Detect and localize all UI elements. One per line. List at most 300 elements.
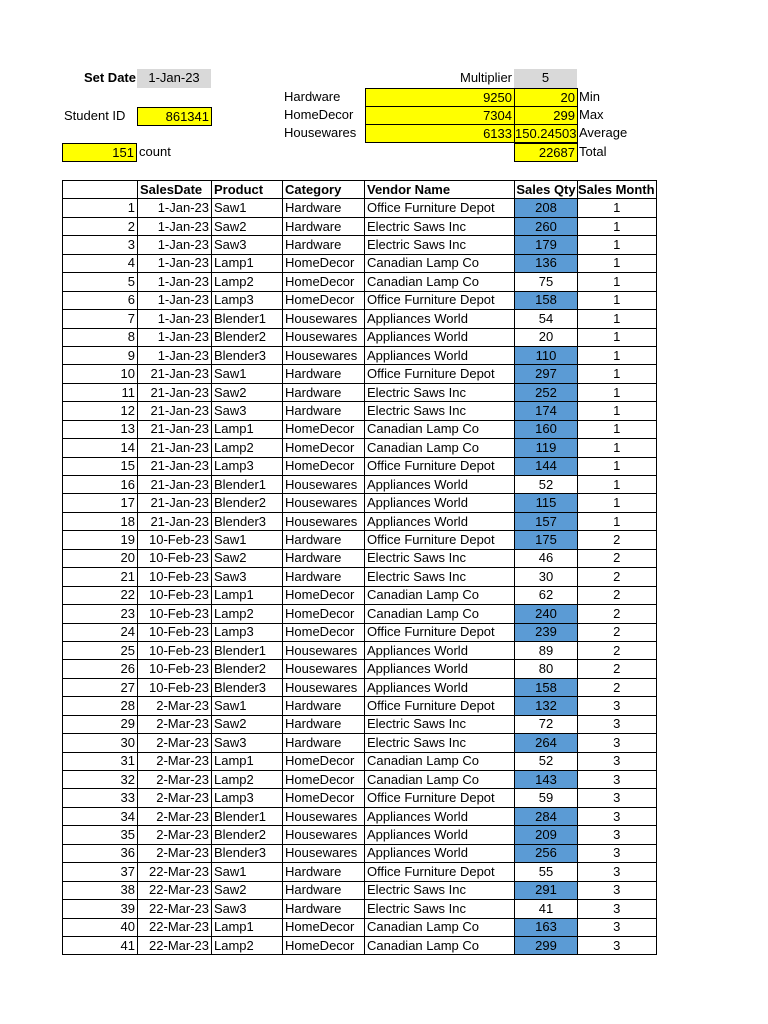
- cell-sales-month[interactable]: 1: [578, 236, 657, 254]
- cell-vendor-name[interactable]: Canadian Lamp Co: [365, 936, 515, 954]
- cell-category[interactable]: Hardware: [283, 383, 365, 401]
- cell-index[interactable]: 6: [63, 291, 138, 309]
- cell-product[interactable]: Blender2: [212, 660, 283, 678]
- multiplier-value[interactable]: 5: [514, 69, 577, 88]
- cell-sales-month[interactable]: 3: [578, 826, 657, 844]
- cell-index[interactable]: 7: [63, 310, 138, 328]
- cell-sales-month[interactable]: 1: [578, 439, 657, 457]
- cell-product[interactable]: Lamp3: [212, 291, 283, 309]
- cell-salesdate[interactable]: 21-Jan-23: [138, 457, 212, 475]
- cell-category[interactable]: Housewares: [283, 641, 365, 659]
- cell-sales-qty[interactable]: 209: [515, 826, 578, 844]
- cell-sales-month[interactable]: 1: [578, 328, 657, 346]
- stat-min-value[interactable]: 20: [514, 88, 578, 107]
- cell-index[interactable]: 34: [63, 807, 138, 825]
- cell-sales-month[interactable]: 2: [578, 660, 657, 678]
- cell-index[interactable]: 41: [63, 936, 138, 954]
- cell-sales-month[interactable]: 3: [578, 881, 657, 899]
- cell-salesdate[interactable]: 1-Jan-23: [138, 328, 212, 346]
- cell-salesdate[interactable]: 2-Mar-23: [138, 752, 212, 770]
- cell-product[interactable]: Blender3: [212, 512, 283, 530]
- cell-sales-month[interactable]: 1: [578, 310, 657, 328]
- cell-category[interactable]: Housewares: [283, 512, 365, 530]
- cell-vendor-name[interactable]: Office Furniture Depot: [365, 199, 515, 217]
- cell-sales-qty[interactable]: 80: [515, 660, 578, 678]
- cell-category[interactable]: Hardware: [283, 531, 365, 549]
- cell-vendor-name[interactable]: Appliances World: [365, 807, 515, 825]
- cell-sales-month[interactable]: 2: [578, 641, 657, 659]
- cell-sales-qty[interactable]: 110: [515, 346, 578, 364]
- cell-salesdate[interactable]: 10-Feb-23: [138, 531, 212, 549]
- cell-product[interactable]: Lamp2: [212, 605, 283, 623]
- cell-vendor-name[interactable]: Canadian Lamp Co: [365, 273, 515, 291]
- stat-total-value[interactable]: 22687: [514, 143, 578, 162]
- cell-index[interactable]: 18: [63, 512, 138, 530]
- cell-vendor-name[interactable]: Canadian Lamp Co: [365, 918, 515, 936]
- cell-sales-qty[interactable]: 157: [515, 512, 578, 530]
- cell-sales-month[interactable]: 3: [578, 734, 657, 752]
- cell-sales-qty[interactable]: 72: [515, 715, 578, 733]
- cell-product[interactable]: Saw2: [212, 715, 283, 733]
- cell-category[interactable]: HomeDecor: [283, 771, 365, 789]
- cell-sales-month[interactable]: 3: [578, 752, 657, 770]
- cell-sales-month[interactable]: 1: [578, 494, 657, 512]
- cell-sales-month[interactable]: 2: [578, 586, 657, 604]
- cell-index[interactable]: 39: [63, 900, 138, 918]
- cell-category[interactable]: Hardware: [283, 900, 365, 918]
- cell-index[interactable]: 22: [63, 586, 138, 604]
- cell-index[interactable]: 35: [63, 826, 138, 844]
- cell-category[interactable]: Housewares: [283, 328, 365, 346]
- cell-category[interactable]: HomeDecor: [283, 420, 365, 438]
- cell-category[interactable]: Hardware: [283, 199, 365, 217]
- cell-vendor-name[interactable]: Electric Saws Inc: [365, 402, 515, 420]
- cell-sales-qty[interactable]: 163: [515, 918, 578, 936]
- cell-category[interactable]: Housewares: [283, 310, 365, 328]
- cell-category[interactable]: HomeDecor: [283, 291, 365, 309]
- cell-product[interactable]: Lamp1: [212, 918, 283, 936]
- cell-index[interactable]: 26: [63, 660, 138, 678]
- cell-salesdate[interactable]: 1-Jan-23: [138, 346, 212, 364]
- cell-index[interactable]: 8: [63, 328, 138, 346]
- cell-index[interactable]: 20: [63, 549, 138, 567]
- cell-vendor-name[interactable]: Appliances World: [365, 660, 515, 678]
- cell-vendor-name[interactable]: Appliances World: [365, 844, 515, 862]
- cell-category[interactable]: HomeDecor: [283, 605, 365, 623]
- cell-vendor-name[interactable]: Canadian Lamp Co: [365, 752, 515, 770]
- cell-category[interactable]: Hardware: [283, 734, 365, 752]
- cell-product[interactable]: Lamp2: [212, 771, 283, 789]
- cell-sales-qty[interactable]: 119: [515, 439, 578, 457]
- cell-category[interactable]: Hardware: [283, 697, 365, 715]
- cell-sales-month[interactable]: 2: [578, 605, 657, 623]
- cell-product[interactable]: Saw3: [212, 236, 283, 254]
- cell-index[interactable]: 10: [63, 365, 138, 383]
- cell-sales-month[interactable]: 2: [578, 549, 657, 567]
- column-header-product[interactable]: Product: [212, 181, 283, 199]
- column-header-sales-qty[interactable]: Sales Qty: [515, 181, 578, 199]
- cell-product[interactable]: Lamp2: [212, 273, 283, 291]
- cell-product[interactable]: Saw2: [212, 383, 283, 401]
- cell-product[interactable]: Lamp2: [212, 936, 283, 954]
- cell-salesdate[interactable]: 21-Jan-23: [138, 494, 212, 512]
- cell-product[interactable]: Saw2: [212, 881, 283, 899]
- cell-sales-month[interactable]: 2: [578, 568, 657, 586]
- cell-product[interactable]: Saw1: [212, 697, 283, 715]
- cell-sales-month[interactable]: 3: [578, 844, 657, 862]
- cell-product[interactable]: Lamp2: [212, 439, 283, 457]
- cell-index[interactable]: 36: [63, 844, 138, 862]
- cell-vendor-name[interactable]: Electric Saws Inc: [365, 715, 515, 733]
- summary-category-value[interactable]: 9250: [365, 88, 515, 107]
- cell-vendor-name[interactable]: Appliances World: [365, 826, 515, 844]
- cell-vendor-name[interactable]: Appliances World: [365, 512, 515, 530]
- cell-sales-month[interactable]: 1: [578, 476, 657, 494]
- cell-category[interactable]: HomeDecor: [283, 254, 365, 272]
- cell-salesdate[interactable]: 10-Feb-23: [138, 586, 212, 604]
- cell-product[interactable]: Blender3: [212, 844, 283, 862]
- cell-sales-month[interactable]: 1: [578, 420, 657, 438]
- cell-salesdate[interactable]: 21-Jan-23: [138, 365, 212, 383]
- cell-sales-month[interactable]: 2: [578, 623, 657, 641]
- cell-index[interactable]: 11: [63, 383, 138, 401]
- cell-category[interactable]: Housewares: [283, 807, 365, 825]
- cell-salesdate[interactable]: 10-Feb-23: [138, 605, 212, 623]
- cell-index[interactable]: 37: [63, 863, 138, 881]
- cell-index[interactable]: 9: [63, 346, 138, 364]
- cell-category[interactable]: HomeDecor: [283, 623, 365, 641]
- cell-index[interactable]: 13: [63, 420, 138, 438]
- cell-salesdate[interactable]: 21-Jan-23: [138, 383, 212, 401]
- cell-sales-qty[interactable]: 20: [515, 328, 578, 346]
- cell-salesdate[interactable]: 22-Mar-23: [138, 863, 212, 881]
- cell-salesdate[interactable]: 2-Mar-23: [138, 734, 212, 752]
- cell-index[interactable]: 17: [63, 494, 138, 512]
- summary-category-value[interactable]: 6133: [365, 124, 515, 143]
- cell-product[interactable]: Saw1: [212, 365, 283, 383]
- cell-product[interactable]: Blender1: [212, 310, 283, 328]
- cell-sales-qty[interactable]: 54: [515, 310, 578, 328]
- cell-category[interactable]: Housewares: [283, 826, 365, 844]
- cell-index[interactable]: 5: [63, 273, 138, 291]
- cell-sales-qty[interactable]: 52: [515, 752, 578, 770]
- cell-index[interactable]: 3: [63, 236, 138, 254]
- cell-sales-qty[interactable]: 252: [515, 383, 578, 401]
- cell-salesdate[interactable]: 2-Mar-23: [138, 789, 212, 807]
- cell-index[interactable]: 12: [63, 402, 138, 420]
- student-id-value[interactable]: 861341: [137, 107, 212, 126]
- cell-vendor-name[interactable]: Canadian Lamp Co: [365, 420, 515, 438]
- cell-vendor-name[interactable]: Appliances World: [365, 641, 515, 659]
- cell-sales-qty[interactable]: 52: [515, 476, 578, 494]
- cell-sales-month[interactable]: 3: [578, 789, 657, 807]
- cell-vendor-name[interactable]: Appliances World: [365, 310, 515, 328]
- cell-salesdate[interactable]: 10-Feb-23: [138, 568, 212, 586]
- cell-vendor-name[interactable]: Electric Saws Inc: [365, 568, 515, 586]
- cell-sales-qty[interactable]: 240: [515, 605, 578, 623]
- cell-sales-month[interactable]: 1: [578, 217, 657, 235]
- cell-sales-month[interactable]: 3: [578, 900, 657, 918]
- cell-sales-qty[interactable]: 158: [515, 678, 578, 696]
- cell-sales-month[interactable]: 3: [578, 918, 657, 936]
- cell-product[interactable]: Lamp3: [212, 789, 283, 807]
- cell-index[interactable]: 38: [63, 881, 138, 899]
- cell-category[interactable]: Hardware: [283, 715, 365, 733]
- cell-salesdate[interactable]: 1-Jan-23: [138, 199, 212, 217]
- cell-product[interactable]: Saw2: [212, 549, 283, 567]
- cell-vendor-name[interactable]: Electric Saws Inc: [365, 900, 515, 918]
- cell-product[interactable]: Blender3: [212, 678, 283, 696]
- cell-sales-qty[interactable]: 41: [515, 900, 578, 918]
- cell-sales-month[interactable]: 3: [578, 697, 657, 715]
- cell-salesdate[interactable]: 21-Jan-23: [138, 420, 212, 438]
- cell-index[interactable]: 28: [63, 697, 138, 715]
- cell-salesdate[interactable]: 21-Jan-23: [138, 439, 212, 457]
- cell-sales-qty[interactable]: 143: [515, 771, 578, 789]
- cell-vendor-name[interactable]: Appliances World: [365, 328, 515, 346]
- cell-product[interactable]: Saw3: [212, 900, 283, 918]
- cell-category[interactable]: HomeDecor: [283, 752, 365, 770]
- cell-sales-qty[interactable]: 136: [515, 254, 578, 272]
- cell-sales-month[interactable]: 2: [578, 678, 657, 696]
- cell-product[interactable]: Blender2: [212, 826, 283, 844]
- cell-vendor-name[interactable]: Office Furniture Depot: [365, 789, 515, 807]
- cell-category[interactable]: Hardware: [283, 217, 365, 235]
- cell-vendor-name[interactable]: Office Furniture Depot: [365, 457, 515, 475]
- cell-salesdate[interactable]: 10-Feb-23: [138, 660, 212, 678]
- column-header-sales-month[interactable]: Sales Month: [578, 181, 657, 199]
- cell-sales-month[interactable]: 1: [578, 199, 657, 217]
- cell-category[interactable]: HomeDecor: [283, 586, 365, 604]
- cell-sales-qty[interactable]: 144: [515, 457, 578, 475]
- cell-salesdate[interactable]: 2-Mar-23: [138, 715, 212, 733]
- cell-salesdate[interactable]: 1-Jan-23: [138, 291, 212, 309]
- cell-product[interactable]: Saw1: [212, 863, 283, 881]
- cell-salesdate[interactable]: 21-Jan-23: [138, 402, 212, 420]
- cell-vendor-name[interactable]: Office Furniture Depot: [365, 291, 515, 309]
- cell-category[interactable]: Hardware: [283, 402, 365, 420]
- cell-sales-qty[interactable]: 174: [515, 402, 578, 420]
- cell-vendor-name[interactable]: Appliances World: [365, 678, 515, 696]
- cell-sales-qty[interactable]: 179: [515, 236, 578, 254]
- cell-index[interactable]: 32: [63, 771, 138, 789]
- cell-category[interactable]: HomeDecor: [283, 918, 365, 936]
- cell-vendor-name[interactable]: Canadian Lamp Co: [365, 771, 515, 789]
- cell-vendor-name[interactable]: Canadian Lamp Co: [365, 586, 515, 604]
- cell-index[interactable]: 2: [63, 217, 138, 235]
- cell-vendor-name[interactable]: Appliances World: [365, 346, 515, 364]
- cell-vendor-name[interactable]: Canadian Lamp Co: [365, 605, 515, 623]
- cell-vendor-name[interactable]: Electric Saws Inc: [365, 236, 515, 254]
- cell-product[interactable]: Blender1: [212, 476, 283, 494]
- column-header-category[interactable]: Category: [283, 181, 365, 199]
- cell-sales-qty[interactable]: 132: [515, 697, 578, 715]
- cell-vendor-name[interactable]: Electric Saws Inc: [365, 217, 515, 235]
- cell-product[interactable]: Saw3: [212, 734, 283, 752]
- cell-salesdate[interactable]: 22-Mar-23: [138, 936, 212, 954]
- stat-average-value[interactable]: 150.24503: [515, 126, 577, 141]
- cell-sales-month[interactable]: 1: [578, 402, 657, 420]
- cell-sales-qty[interactable]: 239: [515, 623, 578, 641]
- cell-sales-qty[interactable]: 264: [515, 734, 578, 752]
- cell-product[interactable]: Blender2: [212, 494, 283, 512]
- cell-product[interactable]: Saw3: [212, 402, 283, 420]
- cell-salesdate[interactable]: 1-Jan-23: [138, 254, 212, 272]
- cell-category[interactable]: Hardware: [283, 549, 365, 567]
- cell-sales-month[interactable]: 1: [578, 254, 657, 272]
- cell-sales-month[interactable]: 3: [578, 715, 657, 733]
- cell-index[interactable]: 25: [63, 641, 138, 659]
- cell-sales-month[interactable]: 2: [578, 531, 657, 549]
- cell-sales-qty[interactable]: 30: [515, 568, 578, 586]
- cell-salesdate[interactable]: 1-Jan-23: [138, 236, 212, 254]
- cell-category[interactable]: Housewares: [283, 844, 365, 862]
- cell-sales-qty[interactable]: 115: [515, 494, 578, 512]
- cell-product[interactable]: Blender2: [212, 328, 283, 346]
- cell-sales-month[interactable]: 3: [578, 936, 657, 954]
- cell-salesdate[interactable]: 2-Mar-23: [138, 771, 212, 789]
- column-header-vendor-name[interactable]: Vendor Name: [365, 181, 515, 199]
- cell-sales-qty[interactable]: 62: [515, 586, 578, 604]
- cell-index[interactable]: 29: [63, 715, 138, 733]
- cell-product[interactable]: Saw1: [212, 199, 283, 217]
- cell-sales-qty[interactable]: 89: [515, 641, 578, 659]
- cell-sales-qty[interactable]: 284: [515, 807, 578, 825]
- count-value[interactable]: 151: [62, 143, 137, 162]
- cell-product[interactable]: Blender3: [212, 346, 283, 364]
- cell-sales-qty[interactable]: 55: [515, 863, 578, 881]
- cell-salesdate[interactable]: 2-Mar-23: [138, 697, 212, 715]
- cell-category[interactable]: HomeDecor: [283, 273, 365, 291]
- cell-vendor-name[interactable]: Canadian Lamp Co: [365, 439, 515, 457]
- cell-product[interactable]: Lamp1: [212, 254, 283, 272]
- cell-salesdate[interactable]: 2-Mar-23: [138, 807, 212, 825]
- cell-sales-month[interactable]: 3: [578, 863, 657, 881]
- cell-product[interactable]: Lamp1: [212, 420, 283, 438]
- cell-vendor-name[interactable]: Electric Saws Inc: [365, 549, 515, 567]
- cell-sales-qty[interactable]: 175: [515, 531, 578, 549]
- column-header-index[interactable]: [63, 181, 138, 199]
- cell-salesdate[interactable]: 1-Jan-23: [138, 273, 212, 291]
- column-header-salesdate[interactable]: SalesDate: [138, 181, 212, 199]
- cell-sales-month[interactable]: 3: [578, 771, 657, 789]
- cell-salesdate[interactable]: 22-Mar-23: [138, 881, 212, 899]
- cell-sales-qty[interactable]: 75: [515, 273, 578, 291]
- cell-index[interactable]: 14: [63, 439, 138, 457]
- cell-salesdate[interactable]: 21-Jan-23: [138, 512, 212, 530]
- cell-index[interactable]: 27: [63, 678, 138, 696]
- cell-vendor-name[interactable]: Office Furniture Depot: [365, 531, 515, 549]
- cell-salesdate[interactable]: 22-Mar-23: [138, 918, 212, 936]
- cell-salesdate[interactable]: 10-Feb-23: [138, 641, 212, 659]
- cell-category[interactable]: HomeDecor: [283, 457, 365, 475]
- cell-category[interactable]: Hardware: [283, 568, 365, 586]
- summary-category-value[interactable]: 7304: [365, 106, 515, 125]
- cell-sales-qty[interactable]: 59: [515, 789, 578, 807]
- cell-vendor-name[interactable]: Electric Saws Inc: [365, 383, 515, 401]
- cell-category[interactable]: Housewares: [283, 660, 365, 678]
- stat-max-value[interactable]: 299: [514, 106, 578, 125]
- cell-category[interactable]: Housewares: [283, 678, 365, 696]
- cell-salesdate[interactable]: 10-Feb-23: [138, 549, 212, 567]
- cell-vendor-name[interactable]: Electric Saws Inc: [365, 881, 515, 899]
- cell-product[interactable]: Lamp1: [212, 586, 283, 604]
- cell-vendor-name[interactable]: Electric Saws Inc: [365, 734, 515, 752]
- cell-index[interactable]: 40: [63, 918, 138, 936]
- cell-vendor-name[interactable]: Office Furniture Depot: [365, 365, 515, 383]
- cell-product[interactable]: Saw1: [212, 531, 283, 549]
- cell-sales-qty[interactable]: 260: [515, 217, 578, 235]
- cell-sales-month[interactable]: 1: [578, 512, 657, 530]
- cell-salesdate[interactable]: 21-Jan-23: [138, 476, 212, 494]
- cell-sales-month[interactable]: 1: [578, 457, 657, 475]
- cell-category[interactable]: Hardware: [283, 863, 365, 881]
- cell-index[interactable]: 23: [63, 605, 138, 623]
- cell-salesdate[interactable]: 22-Mar-23: [138, 900, 212, 918]
- cell-vendor-name[interactable]: Canadian Lamp Co: [365, 254, 515, 272]
- cell-sales-month[interactable]: 1: [578, 291, 657, 309]
- cell-sales-qty[interactable]: 158: [515, 291, 578, 309]
- cell-category[interactable]: HomeDecor: [283, 936, 365, 954]
- cell-index[interactable]: 4: [63, 254, 138, 272]
- cell-salesdate[interactable]: 10-Feb-23: [138, 678, 212, 696]
- cell-sales-qty[interactable]: 208: [515, 199, 578, 217]
- cell-index[interactable]: 15: [63, 457, 138, 475]
- cell-sales-month[interactable]: 1: [578, 346, 657, 364]
- cell-product[interactable]: Lamp3: [212, 457, 283, 475]
- cell-product[interactable]: Lamp3: [212, 623, 283, 641]
- cell-sales-month[interactable]: 1: [578, 273, 657, 291]
- cell-index[interactable]: 33: [63, 789, 138, 807]
- cell-product[interactable]: Saw2: [212, 217, 283, 235]
- cell-salesdate[interactable]: 2-Mar-23: [138, 844, 212, 862]
- cell-index[interactable]: 21: [63, 568, 138, 586]
- cell-sales-qty[interactable]: 291: [515, 881, 578, 899]
- cell-sales-month[interactable]: 1: [578, 383, 657, 401]
- cell-sales-qty[interactable]: 46: [515, 549, 578, 567]
- cell-category[interactable]: Hardware: [283, 365, 365, 383]
- cell-product[interactable]: Saw3: [212, 568, 283, 586]
- cell-product[interactable]: Blender1: [212, 807, 283, 825]
- cell-sales-month[interactable]: 1: [578, 365, 657, 383]
- cell-index[interactable]: 1: [63, 199, 138, 217]
- cell-sales-qty[interactable]: 160: [515, 420, 578, 438]
- cell-vendor-name[interactable]: Appliances World: [365, 494, 515, 512]
- cell-index[interactable]: 16: [63, 476, 138, 494]
- cell-sales-qty[interactable]: 299: [515, 936, 578, 954]
- cell-vendor-name[interactable]: Office Furniture Depot: [365, 697, 515, 715]
- cell-index[interactable]: 30: [63, 734, 138, 752]
- cell-index[interactable]: 31: [63, 752, 138, 770]
- cell-category[interactable]: Housewares: [283, 494, 365, 512]
- set-date-value[interactable]: 1-Jan-23: [137, 69, 211, 88]
- cell-salesdate[interactable]: 2-Mar-23: [138, 826, 212, 844]
- cell-salesdate[interactable]: 1-Jan-23: [138, 217, 212, 235]
- cell-product[interactable]: Blender1: [212, 641, 283, 659]
- cell-category[interactable]: Housewares: [283, 476, 365, 494]
- cell-product[interactable]: Lamp1: [212, 752, 283, 770]
- cell-vendor-name[interactable]: Office Furniture Depot: [365, 623, 515, 641]
- cell-category[interactable]: HomeDecor: [283, 439, 365, 457]
- cell-category[interactable]: Housewares: [283, 346, 365, 364]
- cell-vendor-name[interactable]: Appliances World: [365, 476, 515, 494]
- cell-sales-qty[interactable]: 256: [515, 844, 578, 862]
- cell-sales-qty[interactable]: 297: [515, 365, 578, 383]
- cell-index[interactable]: 19: [63, 531, 138, 549]
- cell-sales-month[interactable]: 3: [578, 807, 657, 825]
- cell-category[interactable]: Hardware: [283, 881, 365, 899]
- cell-category[interactable]: HomeDecor: [283, 789, 365, 807]
